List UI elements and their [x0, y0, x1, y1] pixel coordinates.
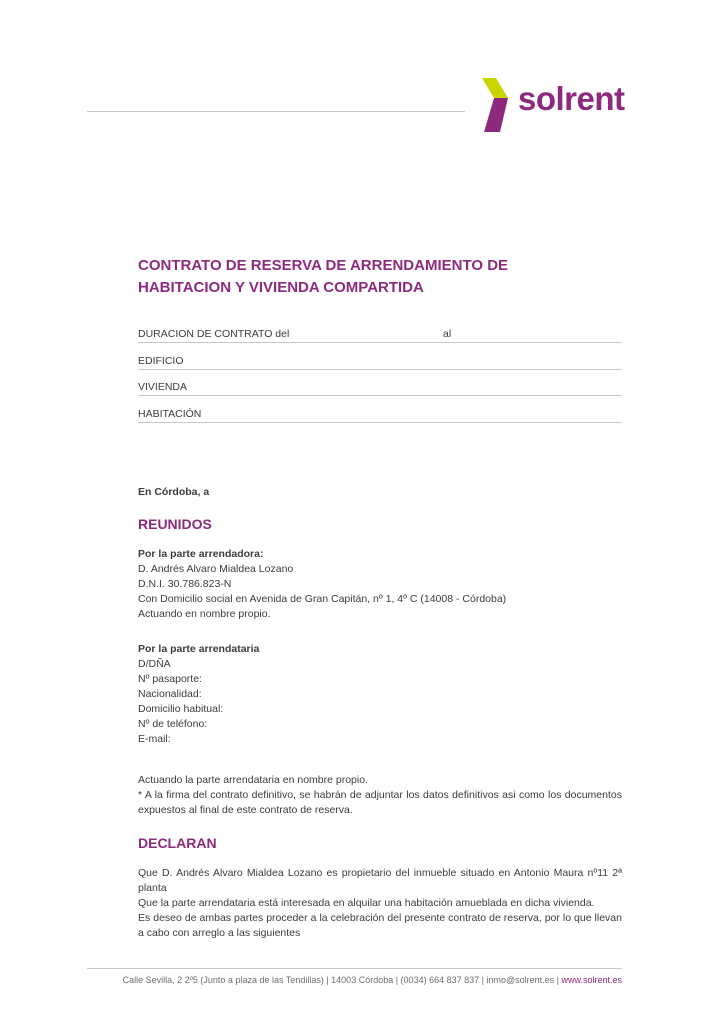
- arrendataria-label: Por la parte arrendataria: [138, 643, 260, 655]
- page-title: [138, 255, 618, 299]
- al-label: al: [443, 328, 452, 340]
- declaran-block: [138, 866, 622, 941]
- duracion-field[interactable]: [138, 320, 622, 343]
- nota-block: [138, 773, 622, 818]
- arrendadora-name: D. Andrés Alvaro Mialdea Lozano: [138, 563, 294, 575]
- arrendadora-dni: D.N.I. 30.786.823-N: [138, 578, 232, 590]
- habitacion-field[interactable]: [138, 400, 622, 423]
- nota-actuando: Actuando la parte arrendataria en nombre propio.: [138, 774, 368, 786]
- declaran-p2: Que la parte arrendataria está interesada en alquilar una habitación amueblada en dicha vivienda.: [138, 897, 595, 909]
- declaran-heading: DECLARAN: [138, 835, 217, 851]
- header-rule: [87, 111, 465, 112]
- declaran-p3: Es deseo de ambas partes proceder a la celebración del presente contrato de reserva, por lo que llevan a cabo con arreglo a las siguientes: [138, 912, 622, 939]
- logo-mark-icon: [476, 76, 520, 136]
- edificio-label: EDIFICIO: [138, 355, 184, 367]
- reunidos-heading: REUNIDOS: [138, 516, 212, 532]
- habitacion-label: HABITACIÓN: [138, 408, 202, 420]
- solrent-logo: [476, 76, 626, 136]
- logo-wordmark: solrent: [518, 80, 625, 117]
- footer-url-link[interactable]: www.solrent.es: [561, 975, 622, 985]
- vivienda-field[interactable]: [138, 373, 622, 396]
- title-line-2: HABITACION Y VIVIENDA COMPARTIDA: [138, 279, 424, 296]
- title-line-1: CONTRATO DE RESERVA DE ARRENDAMIENTO DE: [138, 257, 509, 274]
- place-date: En Córdoba, a: [138, 486, 210, 498]
- edificio-field[interactable]: [138, 347, 622, 370]
- declaran-p1: Que D. Andrés Alvaro Mialdea Lozano es propietario del inmueble situado en Antonio Maura nº11 2ª planta: [138, 867, 622, 894]
- arrendadora-domicilio: Con Domicilio social en Avenida de Gran Capitán, nº 1, 4º C (14008 - Córdoba): [138, 593, 507, 605]
- arrendataria-email: E-mail:: [138, 733, 171, 745]
- vivienda-label: VIVIENDA: [138, 381, 188, 393]
- footer-rule: [87, 968, 622, 969]
- nota-definitivo: * A la firma del contrato definitivo, se habrán de adjuntar los datos definitivos asi como los documentos expuestos al final de este contrato de reserva.: [138, 789, 622, 816]
- duracion-label: DURACION DE CONTRATO del: [138, 328, 290, 340]
- arrendataria-block: [138, 642, 622, 747]
- arrendadora-block: [138, 547, 622, 622]
- footer: [87, 975, 622, 985]
- arrendadora-label: Por la parte arrendadora:: [138, 548, 264, 560]
- arrendadora-actuando: Actuando en nombre propio.: [138, 608, 271, 620]
- arrendataria-nacionalidad: Nacionalidad:: [138, 688, 202, 700]
- footer-address: Calle Sevilla, 2 2º5 (Junto a plaza de las Tendillas) | 14003 Córdoba | (0034) 664 837 837 | inmo@solrent.es |: [122, 975, 562, 985]
- arrendataria-telefono: Nº de teléfono:: [138, 718, 208, 730]
- arrendataria-domicilio: Domicilio habitual:: [138, 703, 224, 715]
- arrendataria-pasaporte: Nº pasaporte:: [138, 673, 202, 685]
- arrendataria-nombre: D/DÑA: [138, 658, 171, 670]
